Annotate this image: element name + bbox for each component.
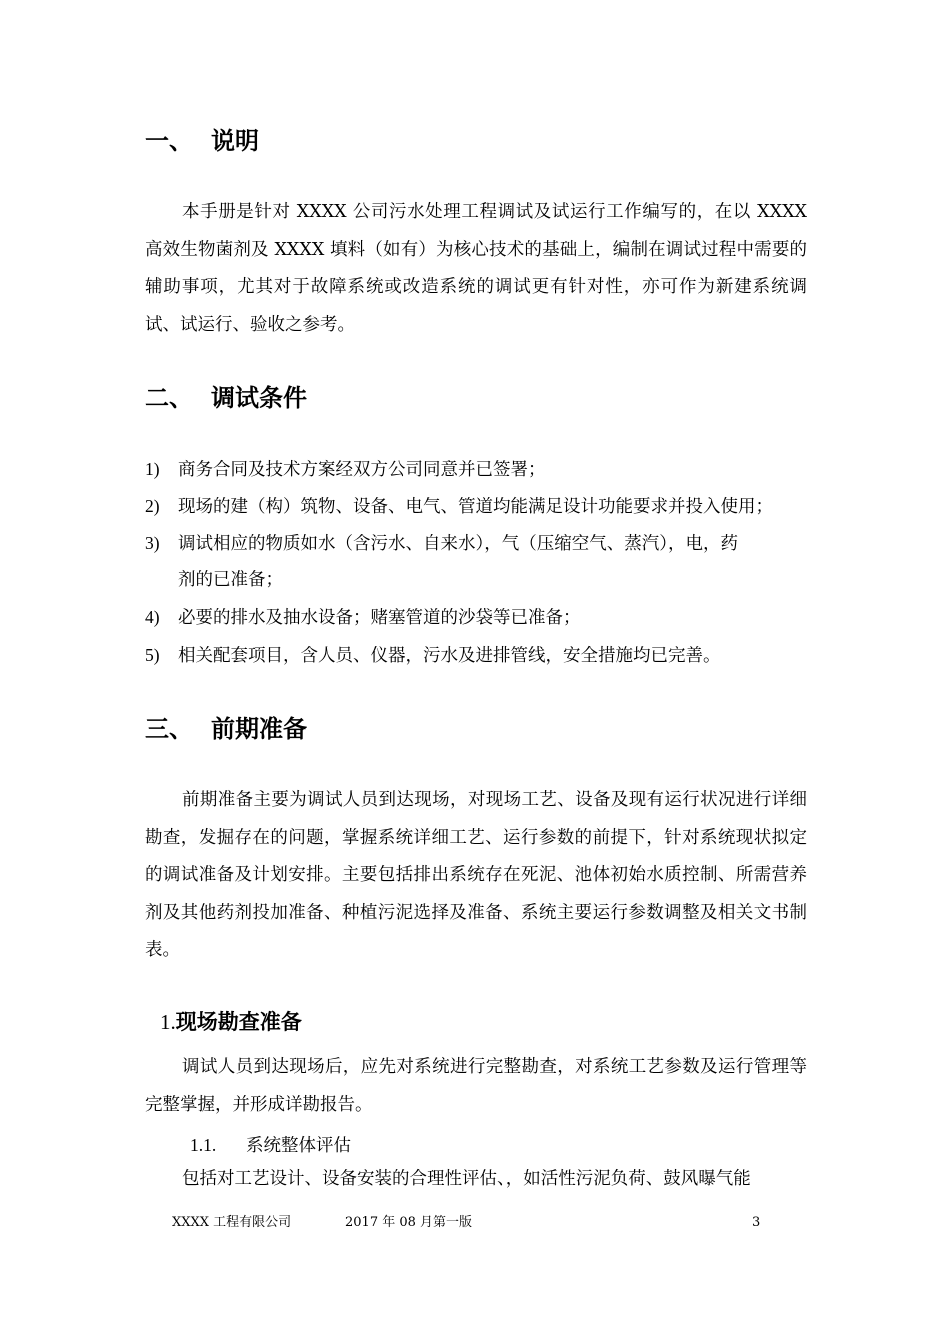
list-item-text: 商务合同及技术方案经双方公司同意并已签署； [178,460,546,480]
list-item [145,451,807,489]
subsection-title: 现场勘查准备 [175,1010,302,1034]
paragraph-intro: 本手册是针对 XXXX 公司污水处理工程调试及试运行工作编写的，在以 XXXX 高效生物菌剂及 XXXX 填料（如有）为核心技术的基础上，编制在调试过程中需要的辅助事项，尤其对于故障系统或改造系统的调试更有针对性，亦可作为新建系统调试、试运行、验收之参考。 [145,202,807,335]
list-item-number: 4) [145,607,160,627]
list-item [145,599,807,637]
list-item-text: 调试相应的物质如水（含污水、自来水），气（压缩空气、蒸汽），电，药 [178,534,738,554]
section-heading-1 [145,126,259,156]
list-item-number: 2) [145,496,160,516]
subsubsection-number: 1.1. [190,1135,217,1155]
list-item [145,637,807,675]
footer-version: 2017 年 08 月第一版 [345,1215,473,1230]
section-number: 三、 [145,715,193,743]
paragraph-system-evaluation: 包括对工艺设计、设备安装的合理性评估、，如活性污泥负荷、鼓风曝气能 [182,1169,751,1189]
list-item [145,525,807,563]
list-item-number: 1) [145,459,160,479]
paragraph-preparation: 前期准备主要为调试人员到达现场，对现场工艺、设备及现有运行状况进行详细勘查，发掘存在的问题，掌握系统详细工艺、运行参数的前提下，针对系统现状拟定的调试准备及计划安排。主要包括排出系统存在死泥、池体初始水质控制、所需营养剂及其他药剂投加准备、种植污泥选择及准备、系统主要运行参数调整及相关文书制表。 [145,790,807,960]
section-title: 前期准备 [211,715,307,743]
list-item-text: 必要的排水及抽水设备；赌塞管道的沙袋等已准备； [178,608,581,628]
section-number: 二、 [145,384,193,412]
list-item-text: 现场的建（构）筑物、设备、电气、管道均能满足设计功能要求并投入使用； [178,497,773,517]
subsubsection-title: 系统整体评估 [246,1136,351,1156]
list-item-text: 相关配套项目，含人员、仪器，污水及进排管线，安全措施均已完善。 [178,646,721,666]
list-item-continuation: 剂的已准备； [178,570,283,590]
section-title: 说明 [211,127,259,155]
subsection-heading [160,1007,302,1037]
list-item-number: 5) [145,645,160,665]
footer-page-number: 3 [752,1215,761,1230]
section-heading-3 [145,714,307,744]
footer-company: XXXX 工程有限公司 [172,1215,292,1230]
list-item [145,488,807,526]
subsubsection-heading [190,1130,351,1161]
section-heading-2 [145,383,307,413]
section-title: 调试条件 [211,384,307,412]
section-number: 一、 [145,127,193,155]
paragraph-site-survey: 调试人员到达现场后，应先对系统进行完整勘查，对系统工艺参数及运行管理等完整掌握，并形成详勘报告。 [145,1057,807,1115]
list-item-number: 3) [145,533,160,553]
subsection-number: 1. [160,1010,176,1034]
